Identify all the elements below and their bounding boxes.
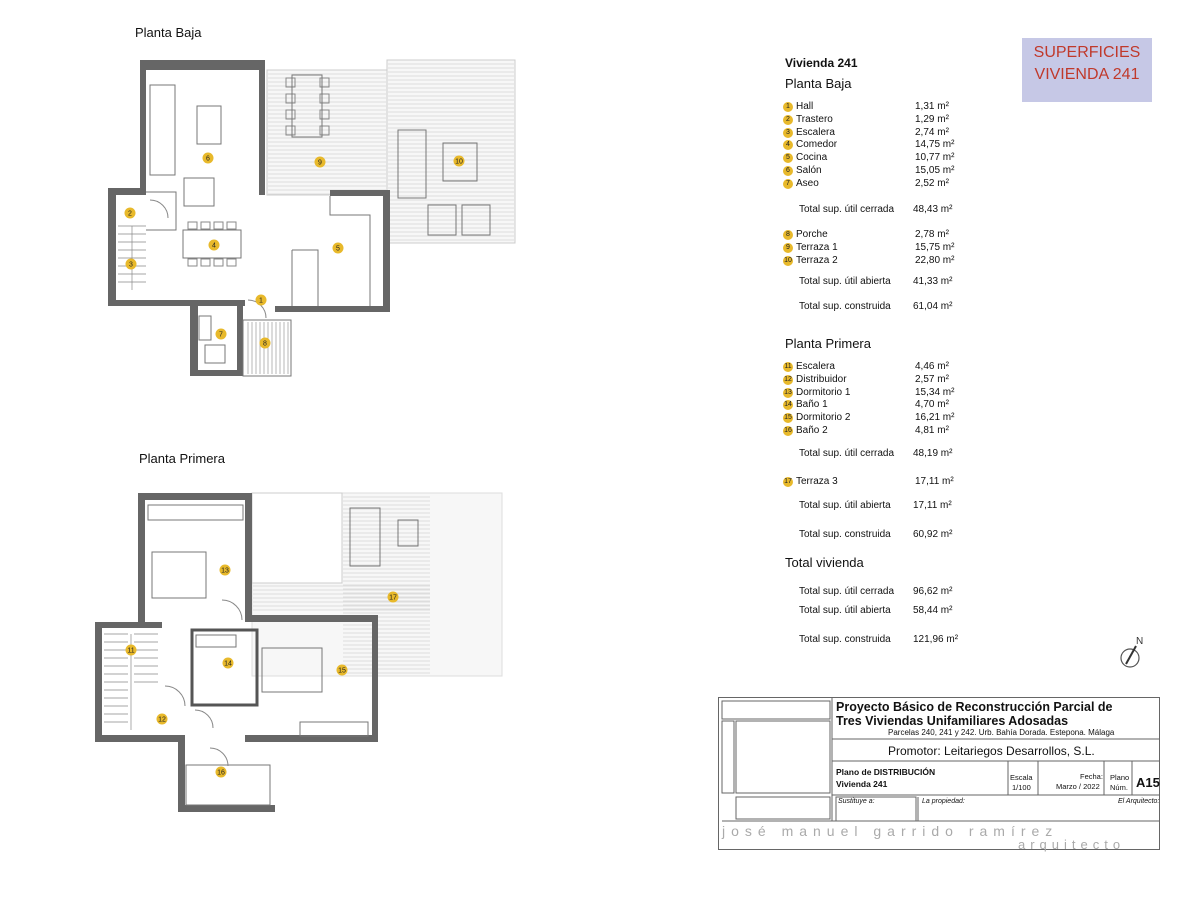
superficies-title: SUPERFICIES xyxy=(1033,44,1141,61)
total-closed-value: 96,62 m² xyxy=(913,586,953,597)
total-built-label: Total sup. construida xyxy=(799,634,891,645)
room-name: Terraza 2 xyxy=(796,254,838,266)
room-marker xyxy=(216,767,227,778)
svg-text:2: 2 xyxy=(128,210,132,218)
room-number-badge: 9 xyxy=(783,243,793,253)
ground-total-built-value: 61,04 m² xyxy=(913,301,953,312)
total-open-label: Total sup. útil abierta xyxy=(799,605,891,616)
first-room-row xyxy=(785,361,965,373)
plan-label: Plano xyxy=(1110,773,1130,782)
ground-total-built xyxy=(799,301,979,312)
ground-room-row xyxy=(785,101,965,113)
first-floor-plan xyxy=(95,493,502,812)
room-area: 2,52 m² xyxy=(915,177,949,189)
room-area: 1,31 m² xyxy=(915,101,949,112)
svg-text:8: 8 xyxy=(263,340,267,348)
svg-text:5: 5 xyxy=(336,245,340,253)
room-name: Baño 2 xyxy=(796,425,828,436)
room-name: Salón xyxy=(796,165,822,176)
room-area: 4,81 m² xyxy=(915,425,949,436)
total-built-value: 121,96 m² xyxy=(913,634,959,645)
area-heading: Vivienda 241 xyxy=(785,56,858,70)
first-total-closed xyxy=(799,448,979,459)
room-markers xyxy=(125,153,465,778)
ground-total-open-value: 41,33 m² xyxy=(913,276,953,287)
ground-open-room-row xyxy=(785,255,965,267)
svg-text:6: 6 xyxy=(206,155,210,163)
first-total-open-value: 17,11 m² xyxy=(913,500,952,511)
room-name: Terraza 3 xyxy=(796,476,838,487)
first-room-row xyxy=(785,412,965,424)
room-number-badge: 5 xyxy=(783,153,793,163)
north-arrow-icon xyxy=(1110,632,1150,672)
ground-room-row xyxy=(785,152,965,164)
scale-value: 1/100 xyxy=(1012,783,1031,792)
ground-room-row xyxy=(785,114,965,126)
svg-text:12: 12 xyxy=(158,716,166,724)
room-number-badge: 8 xyxy=(783,230,793,240)
first-open-room-row xyxy=(785,476,965,488)
first-room-row xyxy=(785,374,965,386)
total-open xyxy=(799,605,979,616)
room-marker xyxy=(315,157,326,168)
room-area: 2,74 m² xyxy=(915,126,949,138)
room-name: Porche xyxy=(796,229,828,240)
room-area: 2,57 m² xyxy=(915,373,949,385)
date-label: Fecha: xyxy=(1080,772,1103,781)
room-marker xyxy=(203,153,214,164)
room-number-badge: 11 xyxy=(784,363,792,370)
room-area: 22,80 m² xyxy=(915,254,955,266)
ground-floor-label: Planta Baja xyxy=(135,25,202,40)
room-number-badge: 3 xyxy=(783,128,793,138)
room-number-badge: 15 xyxy=(784,414,792,422)
project-title-line2: Tres Viviendas Unifamiliares Adosadas xyxy=(836,714,1069,728)
svg-text:16: 16 xyxy=(217,769,225,777)
total-built xyxy=(799,634,979,645)
ground-total-open-label: Total sup. útil abierta xyxy=(799,276,891,287)
room-number-badge: 10 xyxy=(784,256,792,264)
first-total-built-value: 60,92 m² xyxy=(913,529,953,540)
first-total-closed-value: 48,19 m² xyxy=(913,448,953,459)
scale-label: Escala xyxy=(1010,773,1033,782)
ground-room-row xyxy=(785,165,965,177)
terrace-hatch xyxy=(267,60,515,243)
room-area: 10,77 m² xyxy=(915,152,955,164)
superficies-badge xyxy=(1022,38,1152,102)
ground-room-row xyxy=(785,127,965,139)
ground-total-closed-value: 48,43 m² xyxy=(913,204,953,215)
project-address: Parcelas 240, 241 y 242. Urb. Bahía Dorada. Estepona. Málaga xyxy=(888,728,1115,737)
ground-open-room-row xyxy=(785,242,965,254)
room-marker xyxy=(260,338,271,349)
first-room-row xyxy=(785,425,965,437)
ground-room-row xyxy=(785,178,965,190)
first-room-row xyxy=(785,387,965,399)
room-name: Distribuidor xyxy=(796,373,847,385)
room-area: 14,75 m² xyxy=(915,139,955,151)
room-area: 15,34 m² xyxy=(915,386,955,398)
room-marker xyxy=(388,592,399,603)
room-area: 1,29 m² xyxy=(915,113,949,125)
plan-subtitle: Vivienda 241 xyxy=(836,779,888,789)
date-value: Marzo / 2022 xyxy=(1056,782,1100,791)
room-marker xyxy=(220,565,231,576)
ground-total-closed-label: Total sup. útil cerrada xyxy=(799,204,895,215)
svg-text:11: 11 xyxy=(127,647,135,655)
room-number-badge: 6 xyxy=(783,166,793,176)
num-label: Núm. xyxy=(1110,783,1128,792)
room-name: Baño 1 xyxy=(796,399,828,411)
room-marker xyxy=(454,156,465,167)
svg-text:4: 4 xyxy=(212,242,216,250)
room-marker xyxy=(126,259,137,270)
room-area: 17,11 m² xyxy=(915,476,954,487)
ground-open-room-row xyxy=(785,229,965,241)
room-marker xyxy=(126,645,137,656)
svg-text:13: 13 xyxy=(221,567,229,575)
room-name: Escalera xyxy=(796,126,835,138)
ground-room-row xyxy=(785,139,965,151)
room-marker xyxy=(223,658,234,669)
first-total-closed-label: Total sup. útil cerrada xyxy=(799,448,895,459)
svg-text:7: 7 xyxy=(219,331,223,339)
total-open-value: 58,44 m² xyxy=(913,605,953,616)
total-closed-label: Total sup. útil cerrada xyxy=(799,586,895,597)
ground-total-built-label: Total sup. construida xyxy=(799,301,891,312)
ground-total-closed xyxy=(799,204,979,215)
plan-title: Plano de DISTRIBUCIÓN xyxy=(836,767,936,777)
arquitecto-label: El Arquitecto: xyxy=(1118,798,1160,805)
room-area: 15,05 m² xyxy=(915,165,955,176)
project-title-line1: Proyecto Básico de Reconstrucción Parcial de xyxy=(836,700,1113,714)
first-total-built xyxy=(799,529,979,540)
first-total-built-label: Total sup. construida xyxy=(799,529,891,540)
room-marker xyxy=(337,665,348,676)
title-block xyxy=(718,697,1160,851)
total-vivienda-title: Total vivienda xyxy=(785,555,864,570)
room-number-badge: 2 xyxy=(783,115,793,125)
total-closed xyxy=(799,586,979,597)
room-number-badge: 14 xyxy=(784,401,792,409)
room-name: Aseo xyxy=(796,177,819,189)
room-area: 4,70 m² xyxy=(915,399,949,411)
room-number-badge: 1 xyxy=(783,102,793,112)
room-number-badge: 7 xyxy=(783,179,793,189)
room-name: Trastero xyxy=(796,113,833,125)
room-marker xyxy=(209,240,220,251)
room-name: Dormitorio 1 xyxy=(796,386,851,398)
room-marker xyxy=(216,329,227,340)
room-name: Hall xyxy=(796,101,814,112)
north-label: N xyxy=(1136,636,1144,647)
svg-text:3: 3 xyxy=(129,261,133,269)
room-marker xyxy=(157,714,168,725)
room-number-badge: 12 xyxy=(784,375,792,383)
room-number-badge: 16 xyxy=(784,427,792,434)
room-marker xyxy=(256,295,267,306)
svg-text:1: 1 xyxy=(259,297,263,305)
room-name: Cocina xyxy=(796,152,828,164)
room-name: Comedor xyxy=(796,139,838,151)
room-name: Dormitorio 2 xyxy=(796,412,851,424)
svg-text:9: 9 xyxy=(318,159,322,167)
promotor: Promotor: Leitariegos Desarrollos, S.L. xyxy=(888,744,1095,758)
sustituye-label: Sustituye a: xyxy=(838,798,875,805)
room-number-badge: 17 xyxy=(784,478,792,485)
room-name: Escalera xyxy=(796,361,835,372)
room-number-badge: 4 xyxy=(783,140,793,150)
architect-name: josé manuel garrido ramírez xyxy=(722,823,1059,839)
propiedad-label: La propiedad: xyxy=(922,798,965,805)
room-area: 16,21 m² xyxy=(915,412,955,424)
svg-text:10: 10 xyxy=(455,158,463,166)
first-room-row xyxy=(785,399,965,411)
room-name: Terraza 1 xyxy=(796,241,838,253)
room-marker xyxy=(125,208,136,219)
ground-floor-plan xyxy=(108,60,515,376)
first-areas-title: Planta Primera xyxy=(785,336,871,351)
svg-text:15: 15 xyxy=(338,667,346,675)
room-marker xyxy=(333,243,344,254)
first-total-open-label: Total sup. útil abierta xyxy=(799,500,891,511)
architect-role: arquitecto xyxy=(1018,837,1126,852)
plan-number: A15 xyxy=(1136,775,1160,790)
room-area: 2,78 m² xyxy=(915,229,949,240)
ground-areas-title: Planta Baja xyxy=(785,76,852,91)
superficies-subtitle: VIVIENDA 241 xyxy=(1034,66,1140,83)
room-number-badge: 13 xyxy=(784,388,792,396)
ground-total-open xyxy=(799,276,979,287)
first-floor-label: Planta Primera xyxy=(139,451,225,466)
first-total-open xyxy=(799,500,979,511)
svg-text:14: 14 xyxy=(224,660,232,668)
room-area: 15,75 m² xyxy=(915,241,955,253)
svg-text:17: 17 xyxy=(389,594,397,602)
room-area: 4,46 m² xyxy=(915,361,949,372)
